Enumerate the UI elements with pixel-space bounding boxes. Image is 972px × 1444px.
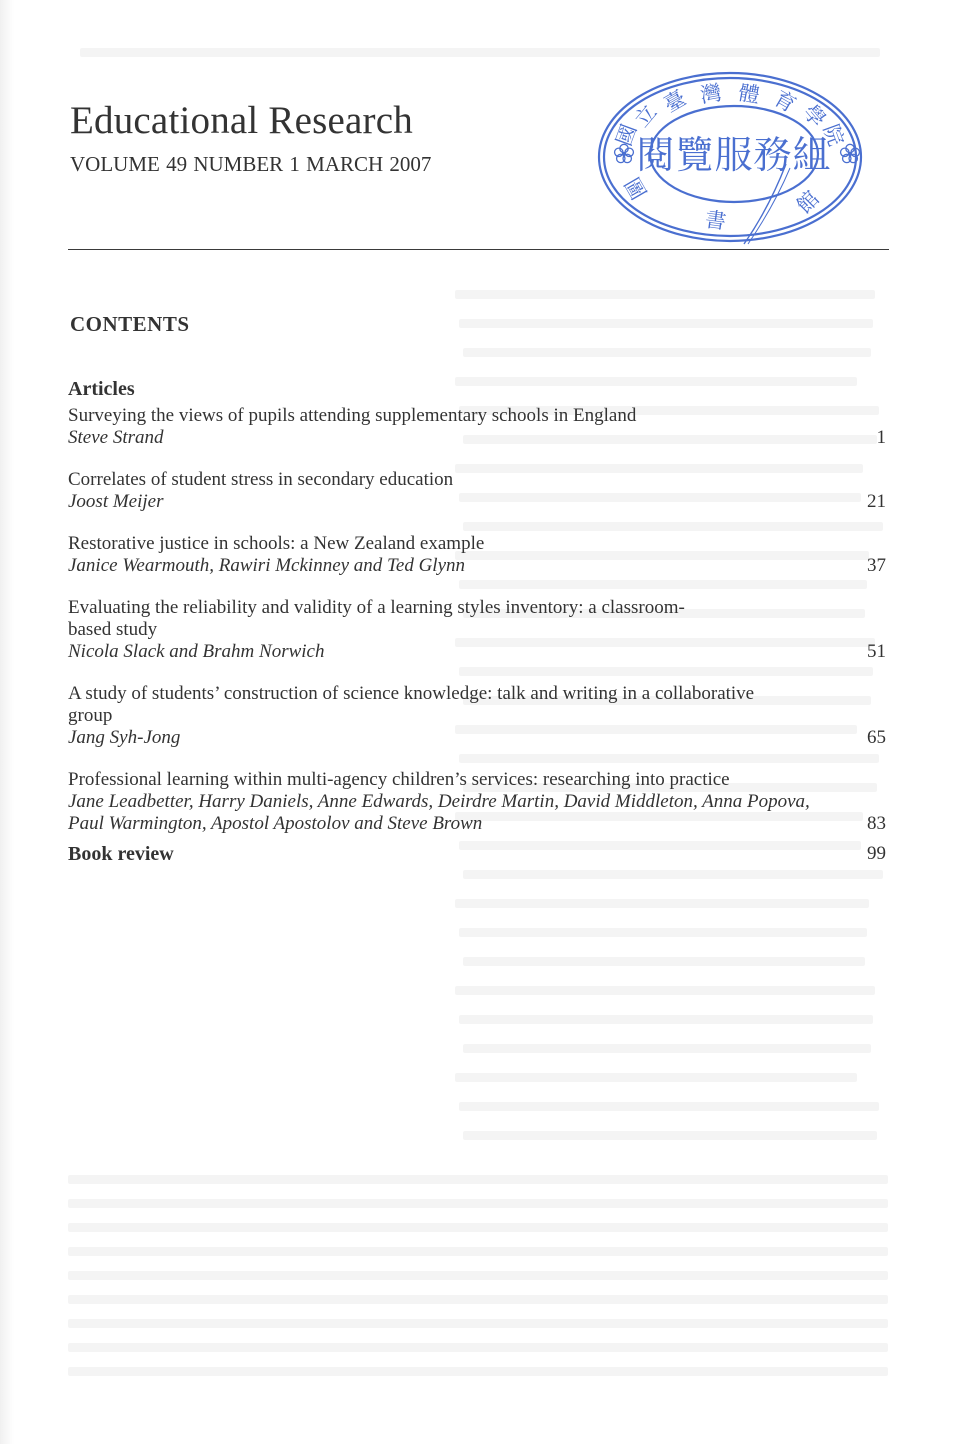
bleed-through-line bbox=[455, 899, 869, 908]
stamp-rim-character: 灣 bbox=[698, 80, 724, 108]
blossom-core bbox=[622, 152, 626, 156]
bleed-through-line bbox=[68, 1199, 888, 1208]
stamp-rim-character: 書 bbox=[703, 207, 728, 234]
article-title[interactable]: Professional learning within multi-agency children’s services: researching into practice bbox=[68, 769, 730, 790]
bleed-through-line bbox=[455, 290, 875, 299]
bleed-through-line bbox=[463, 957, 865, 966]
bleed-through-line bbox=[463, 870, 883, 879]
article-page-number: 21 bbox=[867, 491, 886, 512]
bleed-through-line bbox=[80, 48, 880, 57]
blossom-core bbox=[848, 152, 852, 156]
bleed-through-line bbox=[459, 928, 867, 937]
section-heading-book-review: Book review bbox=[68, 843, 174, 865]
stamp-rim-character: 國 bbox=[611, 121, 642, 150]
article-page-number: 1 bbox=[876, 427, 886, 448]
bleed-through-line bbox=[455, 986, 875, 995]
stamp-rim-character: 立 bbox=[629, 100, 662, 132]
bleed-through-line bbox=[68, 1319, 888, 1328]
toc-entry[interactable] bbox=[68, 533, 888, 577]
bleed-through-line bbox=[68, 1247, 888, 1256]
bleed-through-line bbox=[459, 1015, 873, 1024]
bleed-through-line bbox=[68, 1271, 888, 1280]
article-title[interactable]: Evaluating the reliability and validity of a learning styles inventory: a classroom-based study bbox=[68, 597, 685, 640]
bleed-through-line bbox=[455, 1073, 857, 1082]
article-page-number: 83 bbox=[867, 813, 886, 834]
book-review-page-number: 99 bbox=[867, 843, 886, 864]
stamp-rim-character: 館 bbox=[791, 186, 824, 219]
bleed-through-line bbox=[68, 1175, 888, 1184]
bleed-through-line bbox=[68, 1343, 888, 1352]
stamp-rim-character: 圖 bbox=[619, 173, 651, 205]
page-edge-shadow bbox=[0, 0, 14, 1444]
article-authors: Joost Meijer bbox=[68, 491, 164, 512]
article-authors: Jane Leadbetter, Harry Daniels, Anne Edwards, Deirdre Martin, David Middleton, Anna Popova, Paul Warmington, Apostol Apostolov and Steve Brown bbox=[68, 791, 810, 834]
article-authors: Nicola Slack and Brahm Norwich bbox=[68, 641, 325, 662]
bleed-through-line bbox=[459, 319, 873, 328]
article-title[interactable]: Surveying the views of pupils attending supplementary schools in England bbox=[68, 405, 637, 426]
article-page-number: 65 bbox=[867, 727, 886, 748]
issue-line: VOLUME 49 NUMBER 1 MARCH 2007 bbox=[70, 152, 432, 176]
article-title[interactable]: Restorative justice in schools: a New Zealand example bbox=[68, 533, 485, 554]
stamp-rim-character: 育 bbox=[769, 85, 801, 118]
stamp-rim-character: 體 bbox=[736, 80, 762, 108]
toc-entry[interactable] bbox=[68, 469, 888, 513]
section-heading-articles: Articles bbox=[68, 378, 135, 400]
article-page-number: 51 bbox=[867, 641, 886, 662]
stamp-rim-character: 臺 bbox=[659, 85, 691, 118]
contents-heading: CONTENTS bbox=[70, 312, 190, 336]
library-stamp bbox=[594, 68, 866, 246]
bleed-through-line bbox=[68, 1367, 888, 1376]
article-title[interactable]: Correlates of student stress in secondary education bbox=[68, 469, 454, 490]
article-authors: Jang Syh-Jong bbox=[68, 727, 181, 748]
horizontal-rule bbox=[68, 249, 889, 250]
toc-entry[interactable] bbox=[68, 597, 888, 663]
toc-entry[interactable] bbox=[68, 683, 888, 749]
toc-entry-book-review[interactable] bbox=[68, 841, 888, 867]
bleed-through-line bbox=[68, 1223, 888, 1232]
stamp-rim-character: 院 bbox=[818, 121, 849, 150]
table-of-contents bbox=[68, 376, 888, 867]
article-page-number: 37 bbox=[867, 555, 886, 576]
journal-title: Educational Research bbox=[70, 99, 413, 142]
toc-entry[interactable] bbox=[68, 405, 888, 449]
article-authors: Steve Strand bbox=[68, 427, 164, 448]
article-title[interactable]: A study of students’ construction of science knowledge: talk and writing in a collaborative group bbox=[68, 683, 755, 726]
bleed-through-line bbox=[68, 1295, 888, 1304]
bleed-through-line bbox=[463, 348, 871, 357]
bleed-through-line bbox=[463, 1131, 877, 1140]
stamp-center-text: 閱覽服務組 bbox=[636, 133, 832, 177]
toc-entry[interactable] bbox=[68, 769, 888, 835]
bleed-through-line bbox=[459, 1102, 879, 1111]
bleed-through-line bbox=[463, 1044, 871, 1053]
article-authors: Janice Wearmouth, Rawiri Mckinney and Ted Glynn bbox=[68, 555, 465, 576]
stamp-rim-character: 學 bbox=[798, 100, 831, 132]
